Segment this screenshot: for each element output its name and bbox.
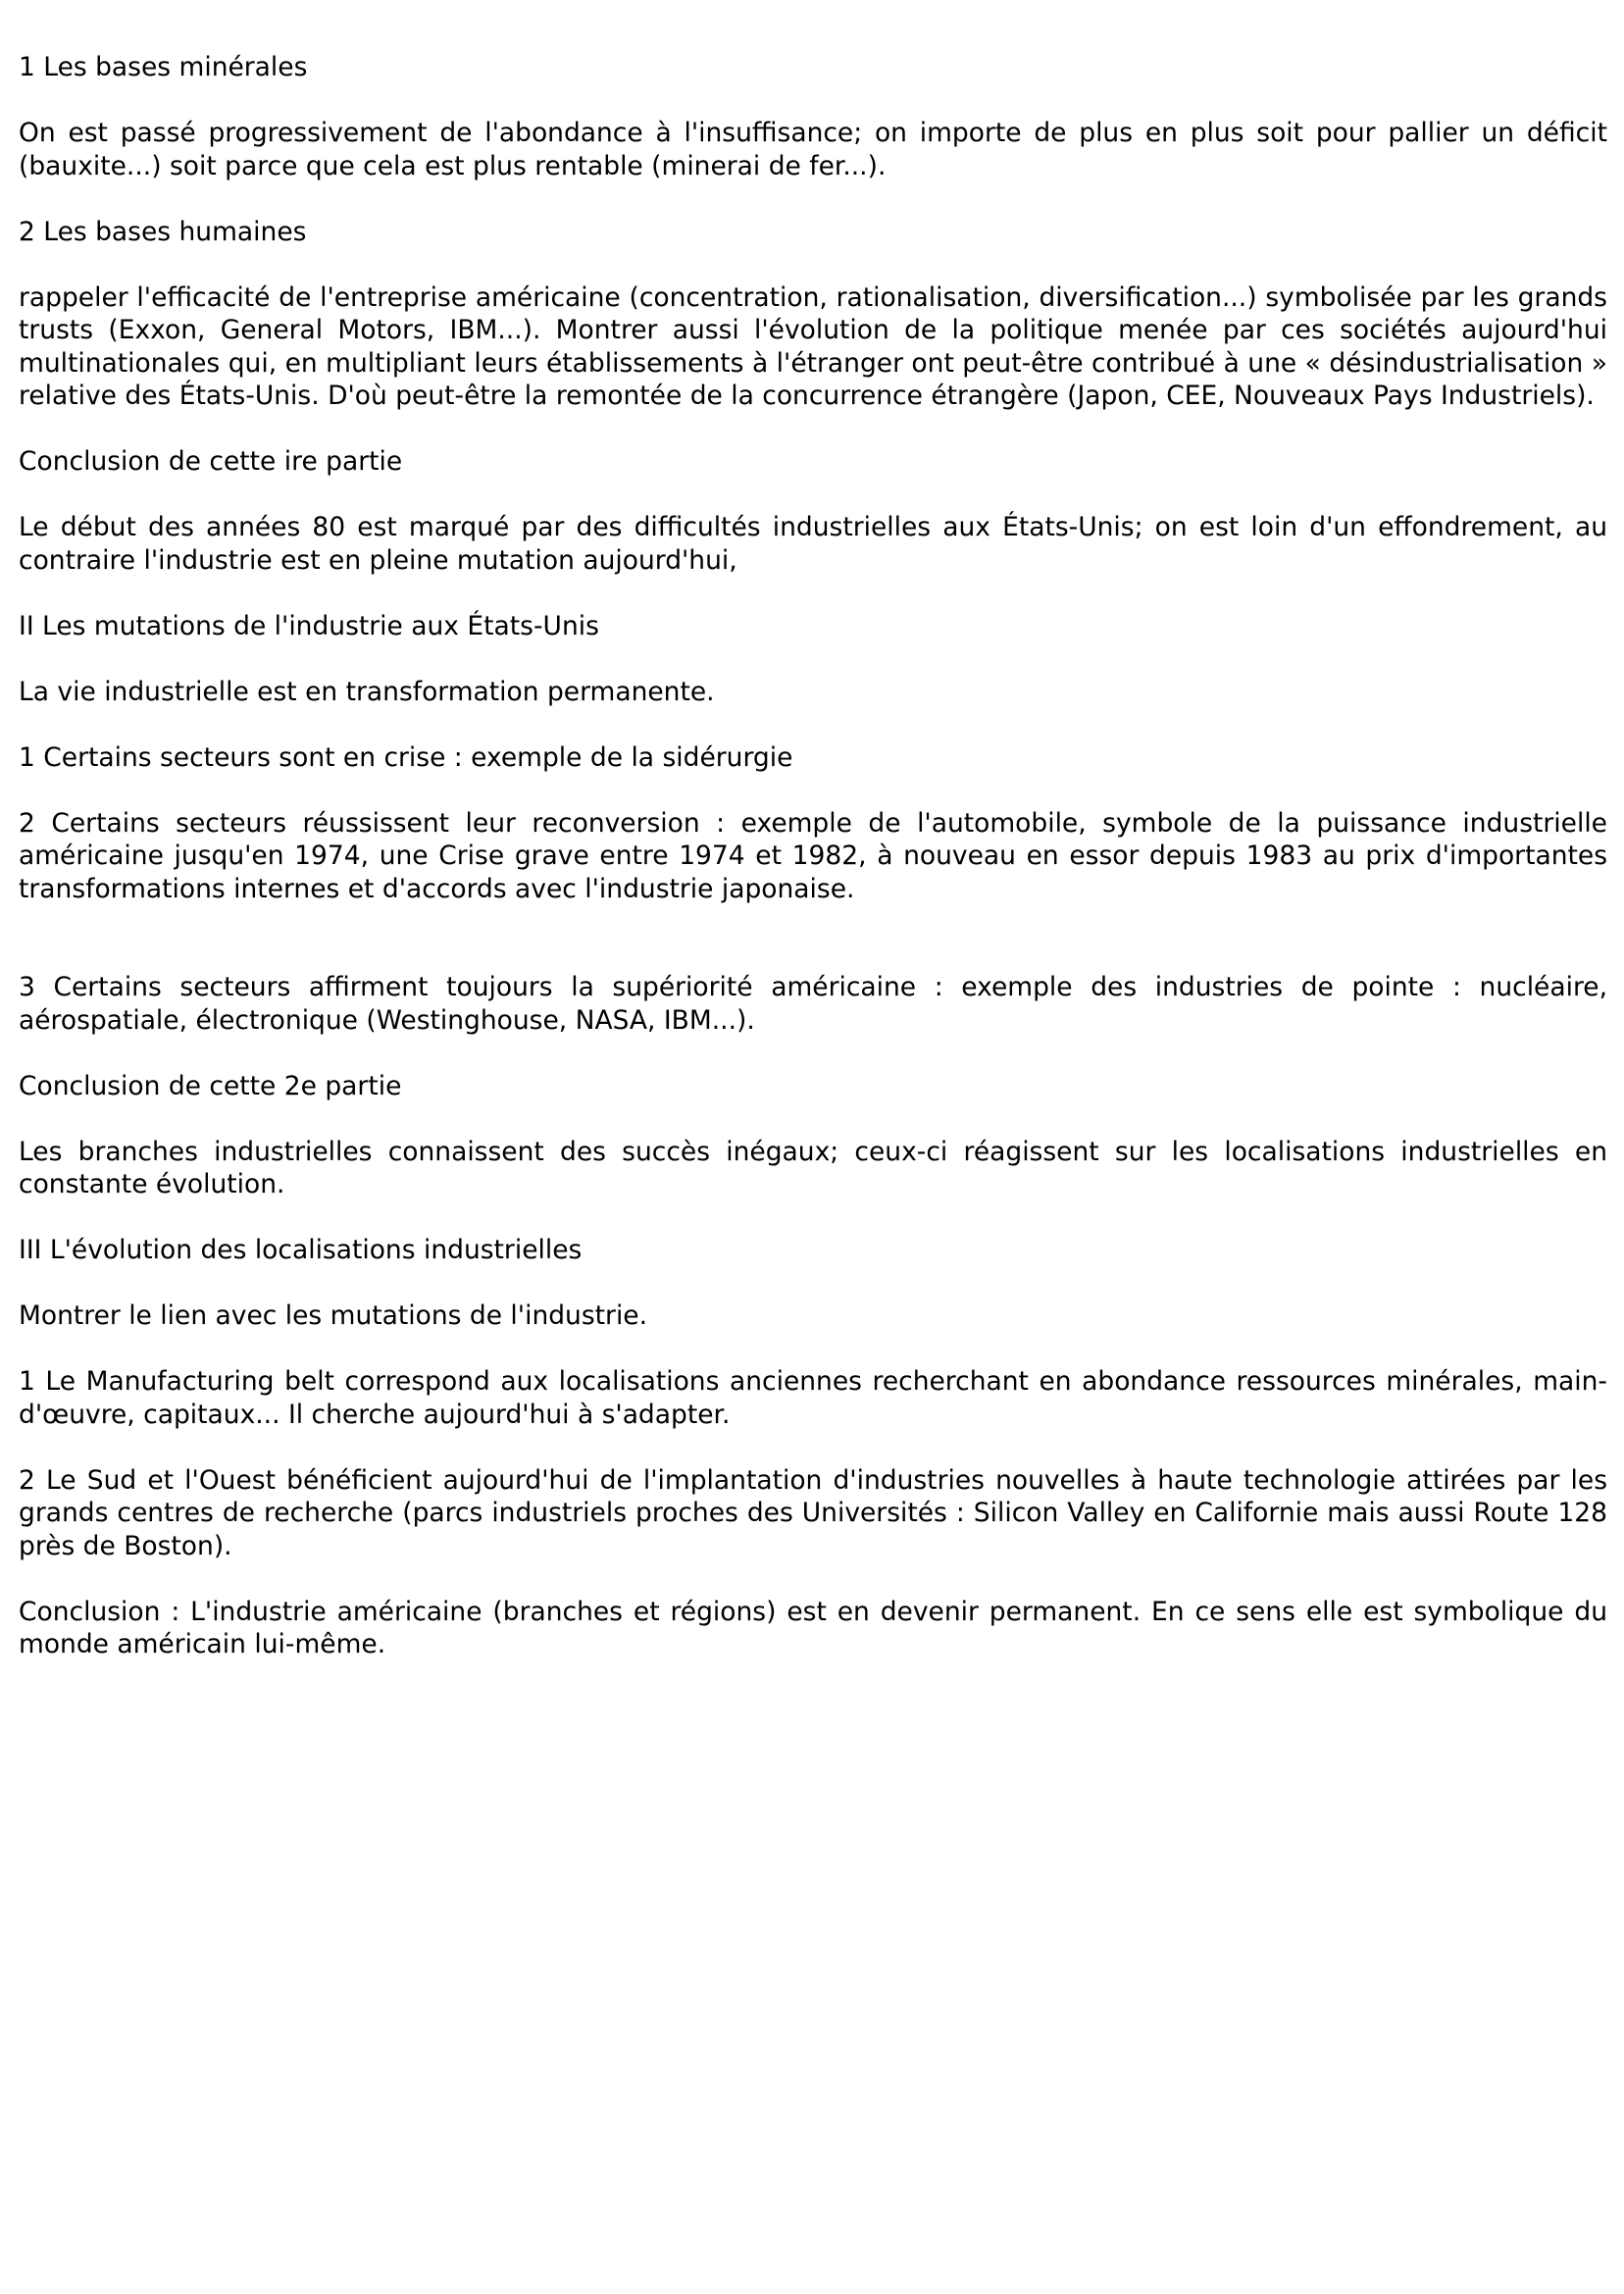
paragraph-bases-humaines: rappeler l'efficacité de l'entreprise américaine (concentration, rationalisation, diversification...) symbolisée par les grands trusts (Exxon, General Motors, IBM...). Montrer aussi l'évolution de la politique menée par ces sociétés aujourd'hui multinationales qui, en multipliant leurs établissements à l'étranger ont peut-être contribué à une « désindustrialisation » relative des États-Unis. D'où peut-être la remontée de la concurrence étrangère (Japon, CEE, Nouveaux Pays Industriels). <box>19 281 1607 411</box>
paragraph-final-conclusion: Conclusion : L'industrie américaine (branches et régions) est en devenir permanent. En ce sens elle est symbolique du monde américain lui-même. <box>19 1596 1607 1659</box>
document-page <box>19 51 1607 1694</box>
paragraph-conclusion-part-1: Le début des années 80 est marqué par des difficultés industrielles aux États-Unis; on est loin d'un effondrement, au contraire l'industrie est en pleine mutation aujourd'hui, <box>19 512 1607 576</box>
paragraph-localisations-intro: Montrer le lien avec les mutations de l'industrie. <box>19 1300 648 1331</box>
subheading-bases-humaines: 2 Les bases humaines <box>19 216 307 247</box>
paragraph-industries-de-pointe: 3 Certains secteurs affirment toujours la supériorité américaine : exemple des industries de pointe : nucléaire, aérospatiale, électronique (Westinghouse, NASA, IBM...). <box>19 972 1607 1036</box>
subheading-conclusion-part-2: Conclusion de cette 2e partie <box>19 1070 402 1101</box>
paragraph-manufacturing-belt: 1 Le Manufacturing belt correspond aux localisations anciennes recherchant en abondance ressources minérales, main-d'œuvre, capitaux... Il cherche aujourd'hui à s'adapter. <box>19 1366 1607 1430</box>
paragraph-mutations-intro: La vie industrielle est en transformation permanente. <box>19 676 715 707</box>
subheading-bases-minerales: 1 Les bases minérales <box>19 52 308 82</box>
paragraph-sud-ouest: 2 Le Sud et l'Ouest bénéficient aujourd'hui de l'implantation d'industries nouvelles à haute technologie attirées par les grands centres de recherche (parcs industriels proches des Universités : Silicon Valley en Californie mais aussi Route 128 près de Boston). <box>19 1464 1607 1561</box>
paragraph-reconversion-automobile: 2 Certains secteurs réussissent leur reconversion : exemple de l'automobile, symbole de la puissance industrielle américaine jusqu'en 1974, une Crise grave entre 1974 et 1982, à nouveau en essor depuis 1983 au prix d'importantes transformations internes et d'accords avec l'industrie japonaise. <box>19 807 1607 904</box>
paragraph-conclusion-part-2: Les branches industrielles connaissent des succès inégaux; ceux-ci réagissent sur les localisations industrielles en constante évolution. <box>19 1136 1607 1199</box>
section-heading-localisations: III L'évolution des localisations industrielles <box>19 1235 583 1265</box>
paragraph-bases-minerales: On est passé progressivement de l'abondance à l'insuffisance; on importe de plus en plus soit pour pallier un déficit (bauxite...) soit parce que cela est plus rentable (minerai de fer...). <box>19 118 1607 181</box>
subheading-conclusion-part-1: Conclusion de cette ire partie <box>19 446 403 477</box>
subheading-secteurs-en-crise: 1 Certains secteurs sont en crise : exemple de la sidérurgie <box>19 741 793 773</box>
section-heading-mutations: II Les mutations de l'industrie aux États-Unis <box>19 610 599 641</box>
